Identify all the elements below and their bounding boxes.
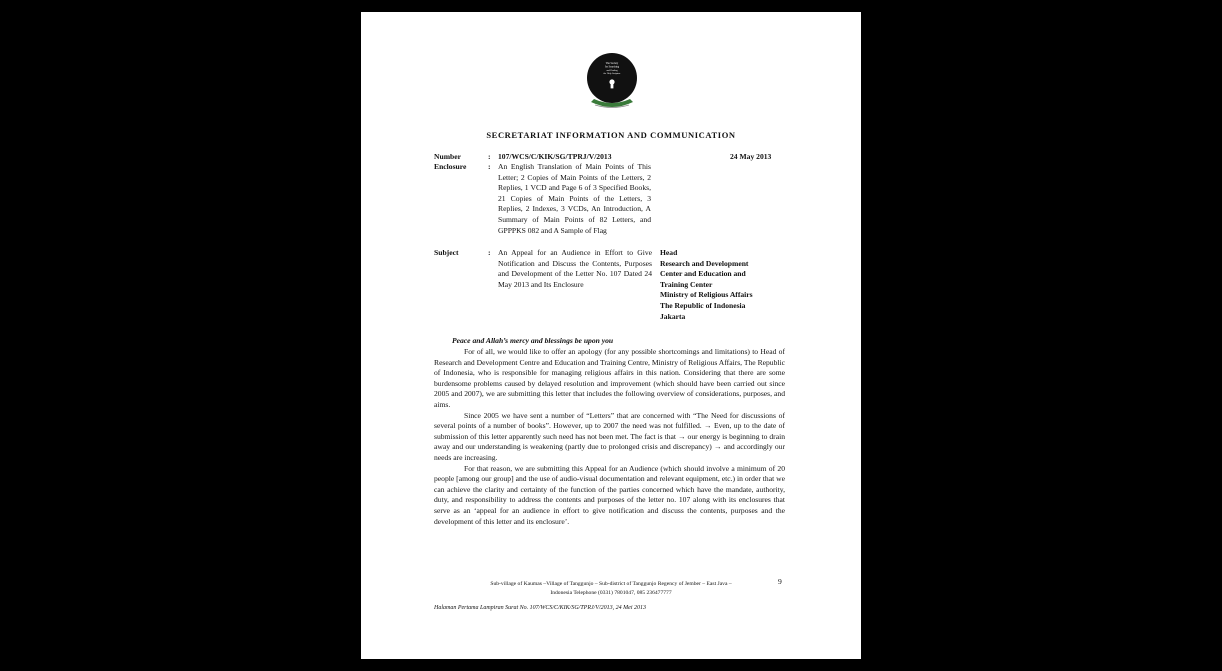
- recipient-address: [660, 248, 753, 322]
- subject-colon: :: [488, 248, 491, 257]
- enclosure-colon: :: [488, 162, 491, 171]
- logo-text-4: the Holy Scripture: [603, 73, 621, 75]
- recipient-line: Ministry of Religious Affairs: [660, 290, 753, 300]
- recipient-line: Training Center: [660, 279, 713, 289]
- logo-text-2: for Searching: [604, 65, 620, 69]
- footer-address: [451, 580, 771, 597]
- subject-text: An Appeal for an Audience in Effort to Give Notification and Discuss the Contents, Purposes and Development of the Letter No. 107 Dated 24 May 2013 and Its Enclosure: [498, 248, 652, 289]
- recipient-line: The Republic of Indonesia: [660, 300, 746, 310]
- letter-number: 107/WCS/C/KIK/SG/TPRJ/V/2013: [498, 152, 612, 161]
- number-label: Number: [434, 152, 461, 161]
- recipient-line: Jakarta: [660, 311, 686, 321]
- body-paragraph: Since 2005 we have sent a number of “Letters” that are concerned with “The Need for discussions of several points of a number of books”. However, up to 2007 the need was not fulfilled. → Even, up to the date of submission of this letter apparently such need has not been met. The fact is that → our energy is beginning to drain away and our understanding is weakening (partly due to prolonged crisis and discrepancy) → and accordingly our needs are increasing.: [434, 410, 785, 462]
- body-paragraph: For of all, we would like to offer an apology (for any possible shortcomings and limitations) to Head of Research and Development Centre and Education and Training Centre, Ministry of Religious Affairs, The Republic of Indonesia, who is responsible for managing religious affairs in this nation. Considering that there are some burdensome problems caused by delayed resolution and improvement (which should have been carried out since 2005 and 2007), we are submitting this letter that includes the following overview of considerations, purposes, and aims.: [434, 347, 785, 409]
- recipient-line: Research and Development: [660, 258, 749, 268]
- recipient-line: Head: [660, 248, 678, 257]
- enclosure-label: Enclosure: [434, 162, 467, 171]
- logo-text-1: The Society: [605, 62, 619, 65]
- footer-note: Halaman Pertama Lampiran Surat No. 107/WCS/C/KIK/SG/TPRJ/V/2013, 24 Mei 2013: [434, 605, 647, 611]
- enclosure-text: An English Translation of Main Points of This Letter; 2 Copies of Main Points of the Letters, 2 Replies, 1 VCD and Page 6 of 3 Specified Books, 21 Copies of Main Points of the Letters, 3 Replies, 2 Indexes, 3 VCDs, An Introduction, A Summary of Main Points of 82 Letters, and GPPPKS 082 and A Sample of Flag: [498, 162, 651, 235]
- society-logo: [583, 52, 641, 112]
- document-page: [361, 12, 861, 659]
- recipient-line: Center and Education and: [660, 269, 746, 279]
- address-line: Sub-village of Kaumas –Village of Tanggunjo – Sub-district of Tanggunjo Regency of Jember – East Java –: [490, 581, 732, 587]
- letter-date: 24 May 2013: [730, 152, 772, 161]
- subject-label: Subject: [434, 248, 459, 257]
- page-number: 9: [778, 577, 782, 586]
- address-line: Indonesia Telephone (0331) 7801047, 085 236477777: [550, 589, 672, 596]
- number-colon: :: [488, 152, 491, 161]
- body-paragraph: For that reason, we are submitting this Appeal for an Audience (which should involve a minimum of 20 people [among our group] and the use of audio-visual documentation and relevant equipment, etc.) in order that we can achieve the clarity and certainty of the function of the parties concerned which have the mandate, authority, duty, and responsibility to address the contents and purposes of the letter no. 107 along with its enclosures that serve as an ‘appeal for an audience in effort to give notification and discuss the contents, purposes and the development of this letter and its enclosure’.: [434, 463, 785, 526]
- letter-body: [434, 347, 785, 527]
- logo-text-3: and Finding: [606, 70, 618, 72]
- document-title: SECRETARIAT INFORMATION AND COMMUNICATION: [486, 130, 736, 140]
- greeting: Peace and Allah’s mercy and blessings be upon you: [452, 336, 614, 345]
